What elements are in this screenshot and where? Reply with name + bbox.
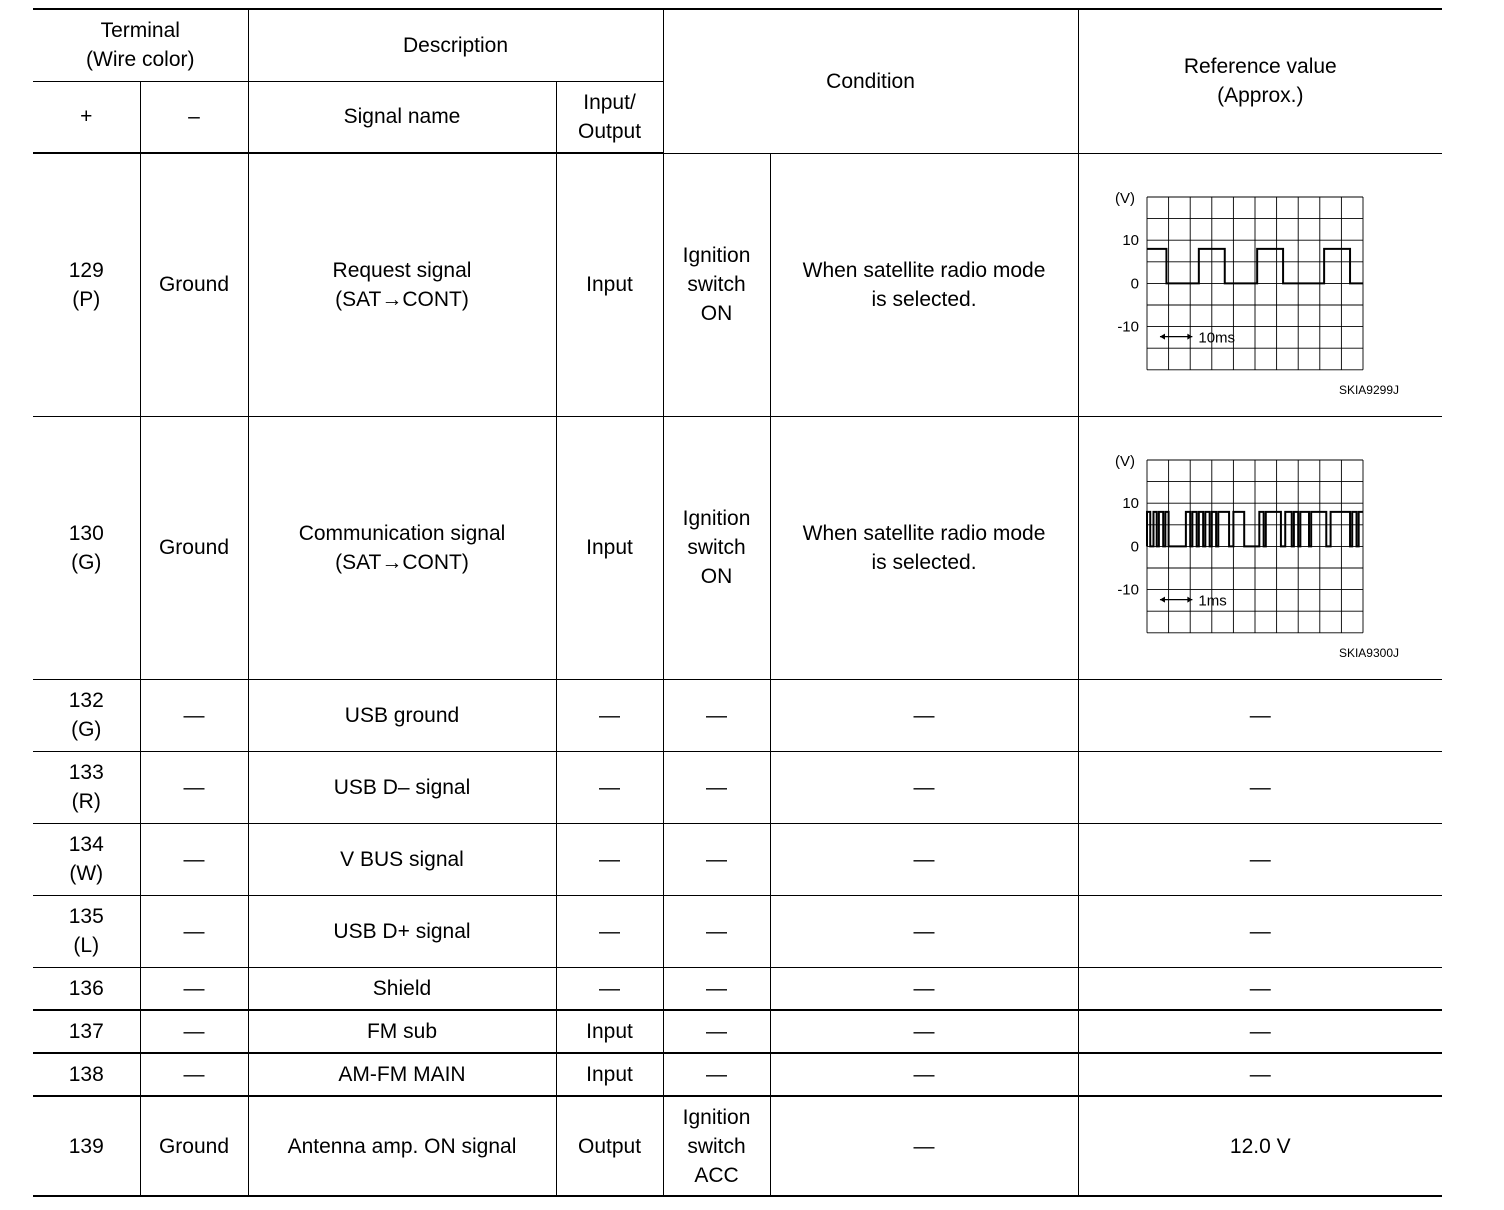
tick-label: -10: [1117, 581, 1140, 599]
condition-a-cell: —: [663, 823, 770, 895]
ground-cell: —: [140, 1053, 248, 1096]
condition-a-cell: —: [663, 679, 770, 751]
table-row: [33, 895, 1442, 967]
condition-b-cell: —: [770, 751, 1078, 823]
reference-cell: —: [1078, 679, 1442, 751]
condition-b-cell: —: [770, 1010, 1078, 1053]
condition-a-cell: —: [663, 895, 770, 967]
reference-cell: —: [1078, 895, 1442, 967]
io-cell: —: [556, 895, 663, 967]
terminal-cell: 137: [33, 1010, 140, 1053]
io-cell: —: [556, 679, 663, 751]
input-output-header: Input/ Output: [556, 81, 663, 153]
condition-a-cell: —: [663, 967, 770, 1010]
signal-cell: Shield: [248, 967, 556, 1010]
signal-cell: USB ground: [248, 679, 556, 751]
signal-cell: Antenna amp. ON signal: [248, 1096, 556, 1196]
reference-cell: —: [1078, 823, 1442, 895]
signal-cell: V BUS signal: [248, 823, 556, 895]
condition-b-cell: —: [770, 823, 1078, 895]
ground-cell: —: [140, 823, 248, 895]
condition-b-cell: —: [770, 1096, 1078, 1196]
condition-a-cell: —: [663, 1010, 770, 1053]
condition-b-cell: When satellite radio mode is selected.: [770, 416, 1078, 679]
condition-a-cell: —: [663, 751, 770, 823]
figure-id-label: SKIA9300J: [1339, 645, 1400, 660]
condition-header: Condition: [663, 9, 1078, 153]
reference-cell: 12.0 V: [1078, 1096, 1442, 1196]
io-cell: —: [556, 967, 663, 1010]
reference-cell: —: [1078, 1053, 1442, 1096]
reference-header: Reference value (Approx.): [1078, 9, 1442, 153]
terminal-cell: 139: [33, 1096, 140, 1196]
terminal-cell: 130 (G): [33, 416, 140, 679]
timebase-arrowhead: [1160, 333, 1165, 339]
condition-b-cell: —: [770, 895, 1078, 967]
condition-b-cell: —: [770, 1053, 1078, 1096]
terminal-cell: 138: [33, 1053, 140, 1096]
signal-cell: USB D+ signal: [248, 895, 556, 967]
terminal-cell: 133 (R): [33, 751, 140, 823]
ground-cell: —: [140, 967, 248, 1010]
condition-a-cell: Ignition switch ON: [663, 153, 770, 416]
table-row: [33, 823, 1442, 895]
table-row: [33, 153, 1442, 416]
io-cell: Input: [556, 1053, 663, 1096]
tick-label: 10: [1122, 231, 1140, 249]
tick-label: 10: [1122, 494, 1140, 512]
plus-header: +: [33, 81, 140, 153]
reference-cell: —: [1078, 751, 1442, 823]
terminal-header: Terminal (Wire color): [33, 9, 248, 81]
waveform-chart: [1095, 165, 1425, 405]
table-row: [33, 416, 1442, 679]
reference-waveform-cell: [1078, 153, 1442, 416]
signal-cell: Request signal (SAT→CONT): [248, 153, 556, 416]
signal-name-header: Signal name: [248, 81, 556, 153]
condition-a-cell: —: [663, 1053, 770, 1096]
ground-cell: —: [140, 679, 248, 751]
ground-cell: —: [140, 1010, 248, 1053]
figure-id-label: SKIA9299J: [1339, 382, 1400, 397]
ground-cell: —: [140, 895, 248, 967]
minus-header: –: [140, 81, 248, 153]
tick-label: 0: [1130, 274, 1140, 292]
condition-a-cell: Ignition switch ACC: [663, 1096, 770, 1196]
terminal-cell: 132 (G): [33, 679, 140, 751]
signal-cell: FM sub: [248, 1010, 556, 1053]
reference-cell: —: [1078, 1010, 1442, 1053]
reference-cell: —: [1078, 967, 1442, 1010]
table-row: [33, 1053, 1442, 1096]
timebase-label: 1ms: [1198, 592, 1227, 610]
table-row: [33, 751, 1442, 823]
tick-label: -10: [1117, 318, 1140, 336]
table-row: [33, 679, 1442, 751]
condition-b-cell: When satellite radio mode is selected.: [770, 153, 1078, 416]
table-row: [33, 967, 1442, 1010]
condition-a-cell: Ignition switch ON: [663, 416, 770, 679]
io-cell: —: [556, 823, 663, 895]
timebase-label: 10ms: [1198, 329, 1236, 347]
tick-label: 0: [1130, 537, 1140, 555]
io-cell: —: [556, 751, 663, 823]
waveform-chart: [1095, 428, 1425, 668]
ground-cell: —: [140, 751, 248, 823]
signal-cell: AM-FM MAIN: [248, 1053, 556, 1096]
table-row: [33, 1010, 1442, 1053]
terminal-cell: 129 (P): [33, 153, 140, 416]
ground-cell: Ground: [140, 1096, 248, 1196]
io-cell: Input: [556, 416, 663, 679]
timebase-arrowhead: [1160, 596, 1165, 602]
ground-cell: Ground: [140, 153, 248, 416]
terminal-spec-table: [33, 8, 1442, 1197]
terminal-cell: 135 (L): [33, 895, 140, 967]
signal-cell: USB D– signal: [248, 751, 556, 823]
y-unit-label: (V): [1115, 189, 1136, 207]
io-cell: Input: [556, 1010, 663, 1053]
ground-cell: Ground: [140, 416, 248, 679]
terminal-cell: 136: [33, 967, 140, 1010]
signal-cell: Communication signal (SAT→CONT): [248, 416, 556, 679]
description-header: Description: [248, 9, 663, 81]
io-cell: Input: [556, 153, 663, 416]
condition-b-cell: —: [770, 967, 1078, 1010]
table-row: [33, 1096, 1442, 1196]
terminal-cell: 134 (W): [33, 823, 140, 895]
condition-b-cell: —: [770, 679, 1078, 751]
reference-waveform-cell: [1078, 416, 1442, 679]
io-cell: Output: [556, 1096, 663, 1196]
y-unit-label: (V): [1115, 452, 1136, 470]
